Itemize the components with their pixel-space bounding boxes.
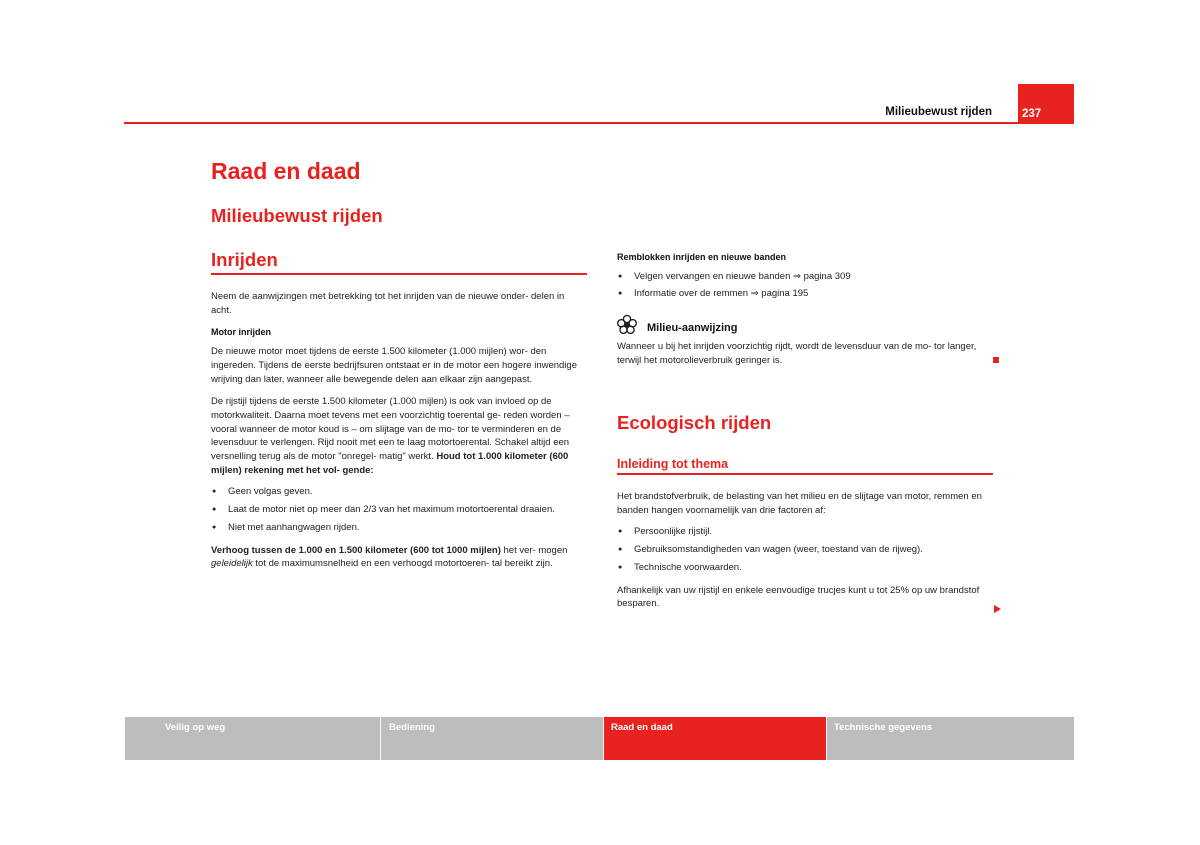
- section-rule: [617, 473, 993, 475]
- continue-arrow-icon: [994, 605, 1001, 613]
- tab-label: Veilig op weg: [165, 722, 226, 733]
- list-item: ● Technische voorwaarden.: [617, 561, 993, 575]
- eco-subtitle: Inleiding tot thema: [617, 457, 729, 471]
- section-title-ecologisch: Ecologisch rijden: [617, 412, 772, 433]
- section-title-inrijden: Inrijden: [211, 249, 278, 270]
- chapter-subtitle: Milieubewust rijden: [211, 205, 383, 226]
- page-number-box: [1018, 84, 1074, 124]
- chapter-title: Raad en daad: [211, 158, 361, 184]
- left-column: [211, 290, 587, 571]
- inrijden-bullets: [211, 485, 587, 534]
- final-text-1: het ver- mogen: [500, 544, 568, 556]
- tab-raad-en-daad[interactable]: [604, 717, 826, 760]
- style-paragraph: [211, 395, 587, 477]
- running-header: Milieubewust rijden: [885, 106, 992, 118]
- header-rule: [124, 122, 1074, 124]
- flower-icon: [616, 314, 638, 336]
- right-column-top: [617, 251, 993, 301]
- tab-technische-gegevens[interactable]: [827, 717, 1074, 760]
- final-bold: Verhoog tussen de 1.000 en 1.500 kilometer (600 tot 1000 mijlen): [211, 544, 501, 556]
- list-item: ● Laat de motor niet op meer dan 2/3 van het maximum motortoerental draaien.: [211, 503, 587, 517]
- list-item: ● Informatie over de remmen ⇒ pagina 195: [617, 287, 993, 301]
- brakes-label: Remblokken inrijden en nieuwe banden: [617, 252, 787, 262]
- eco-intro: Het brandstofverbruik, de belasting van het milieu en de slijtage van motor, remmen en banden hangen voornamelijk van drie factoren af:: [617, 491, 982, 516]
- right-column-bottom: [617, 490, 993, 611]
- style-text: De rijstijl tijdens de eerste 1.500 kilometer (1.000 mijlen) is ook van invloed op de motorkwaliteit. Daarna moet tevens met een voorzichtig toerental ge- reden worden – vooral wanneer de motor koud is – om slijtage van de mo- tor te verminderen en de levensduur te verlengen. Rijd nooit met een te laag motortoerental. Schakel altijd een versnelling terug als de motor "onregel- matig" werkt.: [211, 396, 570, 463]
- intro-paragraph: Neem de aanwijzingen met betrekking tot het inrijden van de nieuwe onder- delen in acht.: [211, 291, 565, 316]
- motor-paragraph: De nieuwe motor moet tijdens de eerste 1.500 kilometer (1.000 mijlen) wor- den ingereden. Tijdens de eerste bedrijfsuren ontstaat er in de motor een hogere inwendige wrijving dan later, wanneer alle bewegende delen aan elkaar zijn aangepast.: [211, 346, 577, 385]
- env-note-text: Wanneer u bij het inrijden voorzichtig rijdt, wordt de levensduur van de mo- tor langer, terwijl het motorolieverbruik geringer is.: [617, 341, 977, 366]
- page-number: 237: [1022, 108, 1042, 120]
- tab-label: Technische gegevens: [834, 722, 933, 733]
- tab-label: Bediening: [389, 722, 435, 733]
- final-paragraph: [211, 544, 587, 571]
- brakes-bullets: [617, 270, 993, 301]
- eco-final: Afhankelijk van uw rijstijl en enkele eenvoudige trucjes kunt u tot 25% op uw brandstof besparen.: [617, 584, 980, 610]
- env-note-title: Milieu-aanwijzing: [647, 322, 738, 334]
- final-italic: geleidelijk: [211, 558, 253, 570]
- motor-label: Motor inrijden: [211, 327, 271, 338]
- list-item: ● Persoonlijke rijstijl.: [617, 525, 993, 539]
- list-item: ● Gebruiksomstandigheden van wagen (weer, toestand van de rijweg).: [617, 543, 993, 557]
- style-bold: Houd tot 1.000 kilometer (600 mijlen) rekening met het vol- gende:: [211, 451, 569, 476]
- list-item: ● Geen volgas geven.: [211, 485, 587, 499]
- section-rule: [211, 273, 587, 275]
- tab-label: Raad en daad: [611, 722, 673, 733]
- list-item: ● Velgen vervangen en nieuwe banden ⇒ pagina 309: [617, 270, 993, 284]
- final-text-2: tot de maximumsnelheid en een verhoogd motortoeren- tal bereikt zijn.: [252, 558, 553, 570]
- list-item: ● Niet met aanhangwagen rijden.: [211, 521, 587, 535]
- section-end-marker: [993, 357, 999, 363]
- eco-bullets: [617, 525, 993, 574]
- tab-bediening[interactable]: [381, 717, 603, 760]
- tab-veilig-op-weg[interactable]: [125, 717, 380, 760]
